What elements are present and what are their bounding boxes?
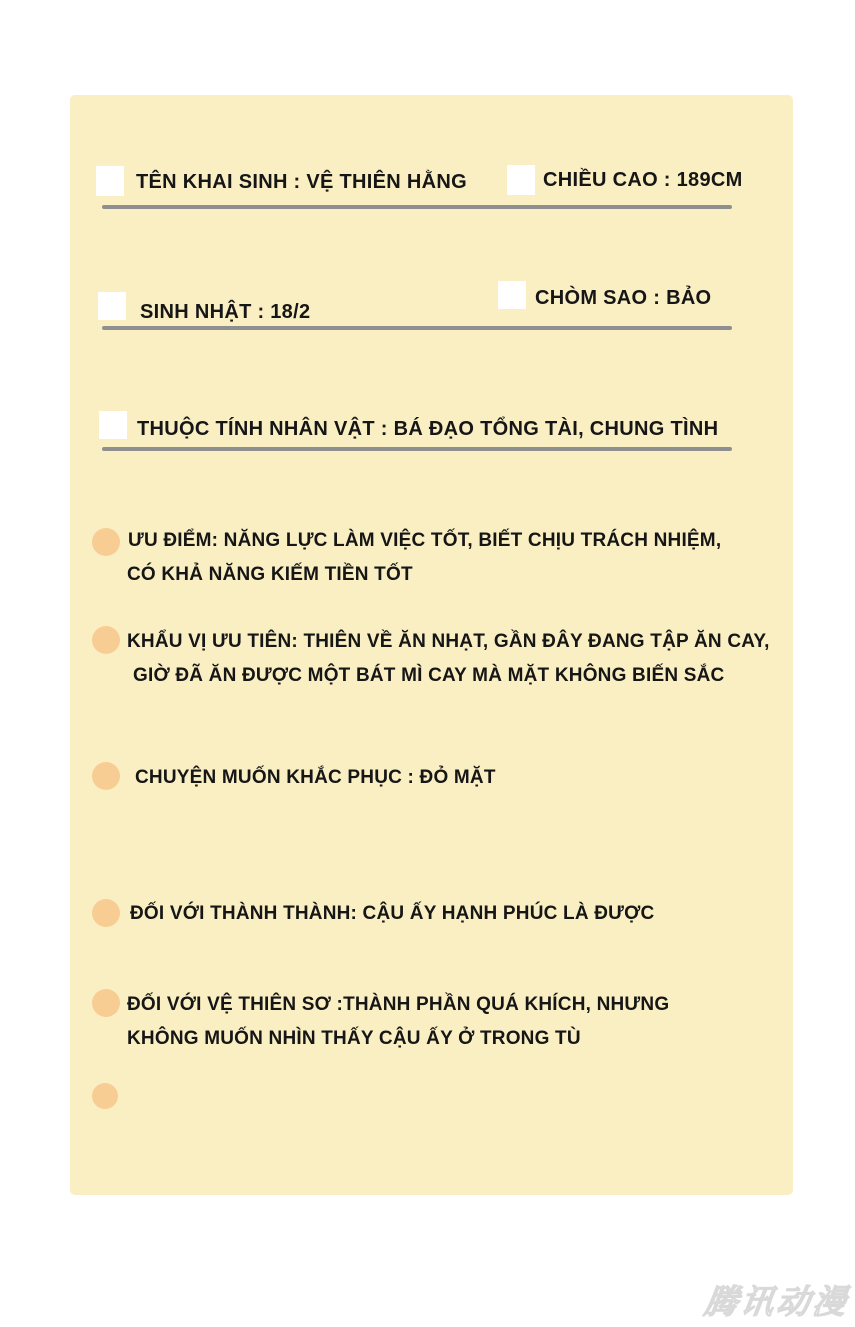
trait-food-line1: KHẨU VỊ ƯU TIÊN: THIÊN VỀ ĂN NHẠT, GẦN ĐÂY ĐANG TẬP ĂN CAY,	[127, 631, 770, 652]
trait-strengths-line2: CÓ KHẢ NĂNG KIẾM TIỀN TỐT	[127, 564, 413, 585]
tencent-comics-watermark: 腾讯动漫	[702, 1283, 852, 1320]
checkbox-icon	[507, 165, 535, 195]
checkbox-icon	[98, 292, 126, 320]
checkbox-icon	[498, 281, 526, 309]
bullet-circle-icon	[92, 1083, 118, 1109]
trait-food-line2: GIỜ ĐÃ ĂN ĐƯỢC MỘT BÁT MÌ CAY MÀ MẶT KHÔNG BIẾN SẮC	[133, 665, 725, 686]
bullet-circle-icon	[92, 762, 120, 790]
field-label-attribute: THUỘC TÍNH NHÂN VẬT : BÁ ĐẠO TỔNG TÀI, CHUNG TÌNH	[137, 418, 719, 440]
divider-line	[102, 326, 732, 330]
bullet-circle-icon	[92, 989, 120, 1017]
trait-thanh-thanh-line1: ĐỐI VỚI THÀNH THÀNH: CẬU ẤY HẠNH PHÚC LÀ ĐƯỢC	[130, 903, 655, 924]
field-label-zodiac: CHÒM SAO : BẢO	[535, 287, 712, 309]
bullet-circle-icon	[92, 899, 120, 927]
checkbox-icon	[99, 411, 127, 439]
bullet-circle-icon	[92, 626, 120, 654]
divider-line	[102, 205, 732, 209]
trait-strengths-line1: ƯU ĐIỂM: NĂNG LỰC LÀM VIỆC TỐT, BIẾT CHỊU TRÁCH NHIỆM,	[128, 530, 722, 551]
bullet-circle-icon	[92, 528, 120, 556]
field-label-birth-name: TÊN KHAI SINH : VỆ THIÊN HẰNG	[136, 171, 467, 193]
divider-line	[102, 447, 732, 451]
trait-ve-thien-so-line1: ĐỐI VỚI VỆ THIÊN SƠ :THÀNH PHẦN QUÁ KHÍCH, NHƯNG	[127, 994, 670, 1015]
trait-overcome-line1: CHUYỆN MUỐN KHẮC PHỤC : ĐỎ MẶT	[135, 767, 496, 788]
character-profile-card	[70, 95, 793, 1195]
field-label-height: CHIỀU CAO : 189CM	[543, 169, 743, 191]
checkbox-icon	[96, 166, 124, 196]
field-label-birthday: SINH NHẬT : 18/2	[140, 301, 311, 323]
trait-ve-thien-so-line2: KHÔNG MUỐN NHÌN THẤY CẬU ẤY Ở TRONG TÙ	[127, 1028, 581, 1049]
